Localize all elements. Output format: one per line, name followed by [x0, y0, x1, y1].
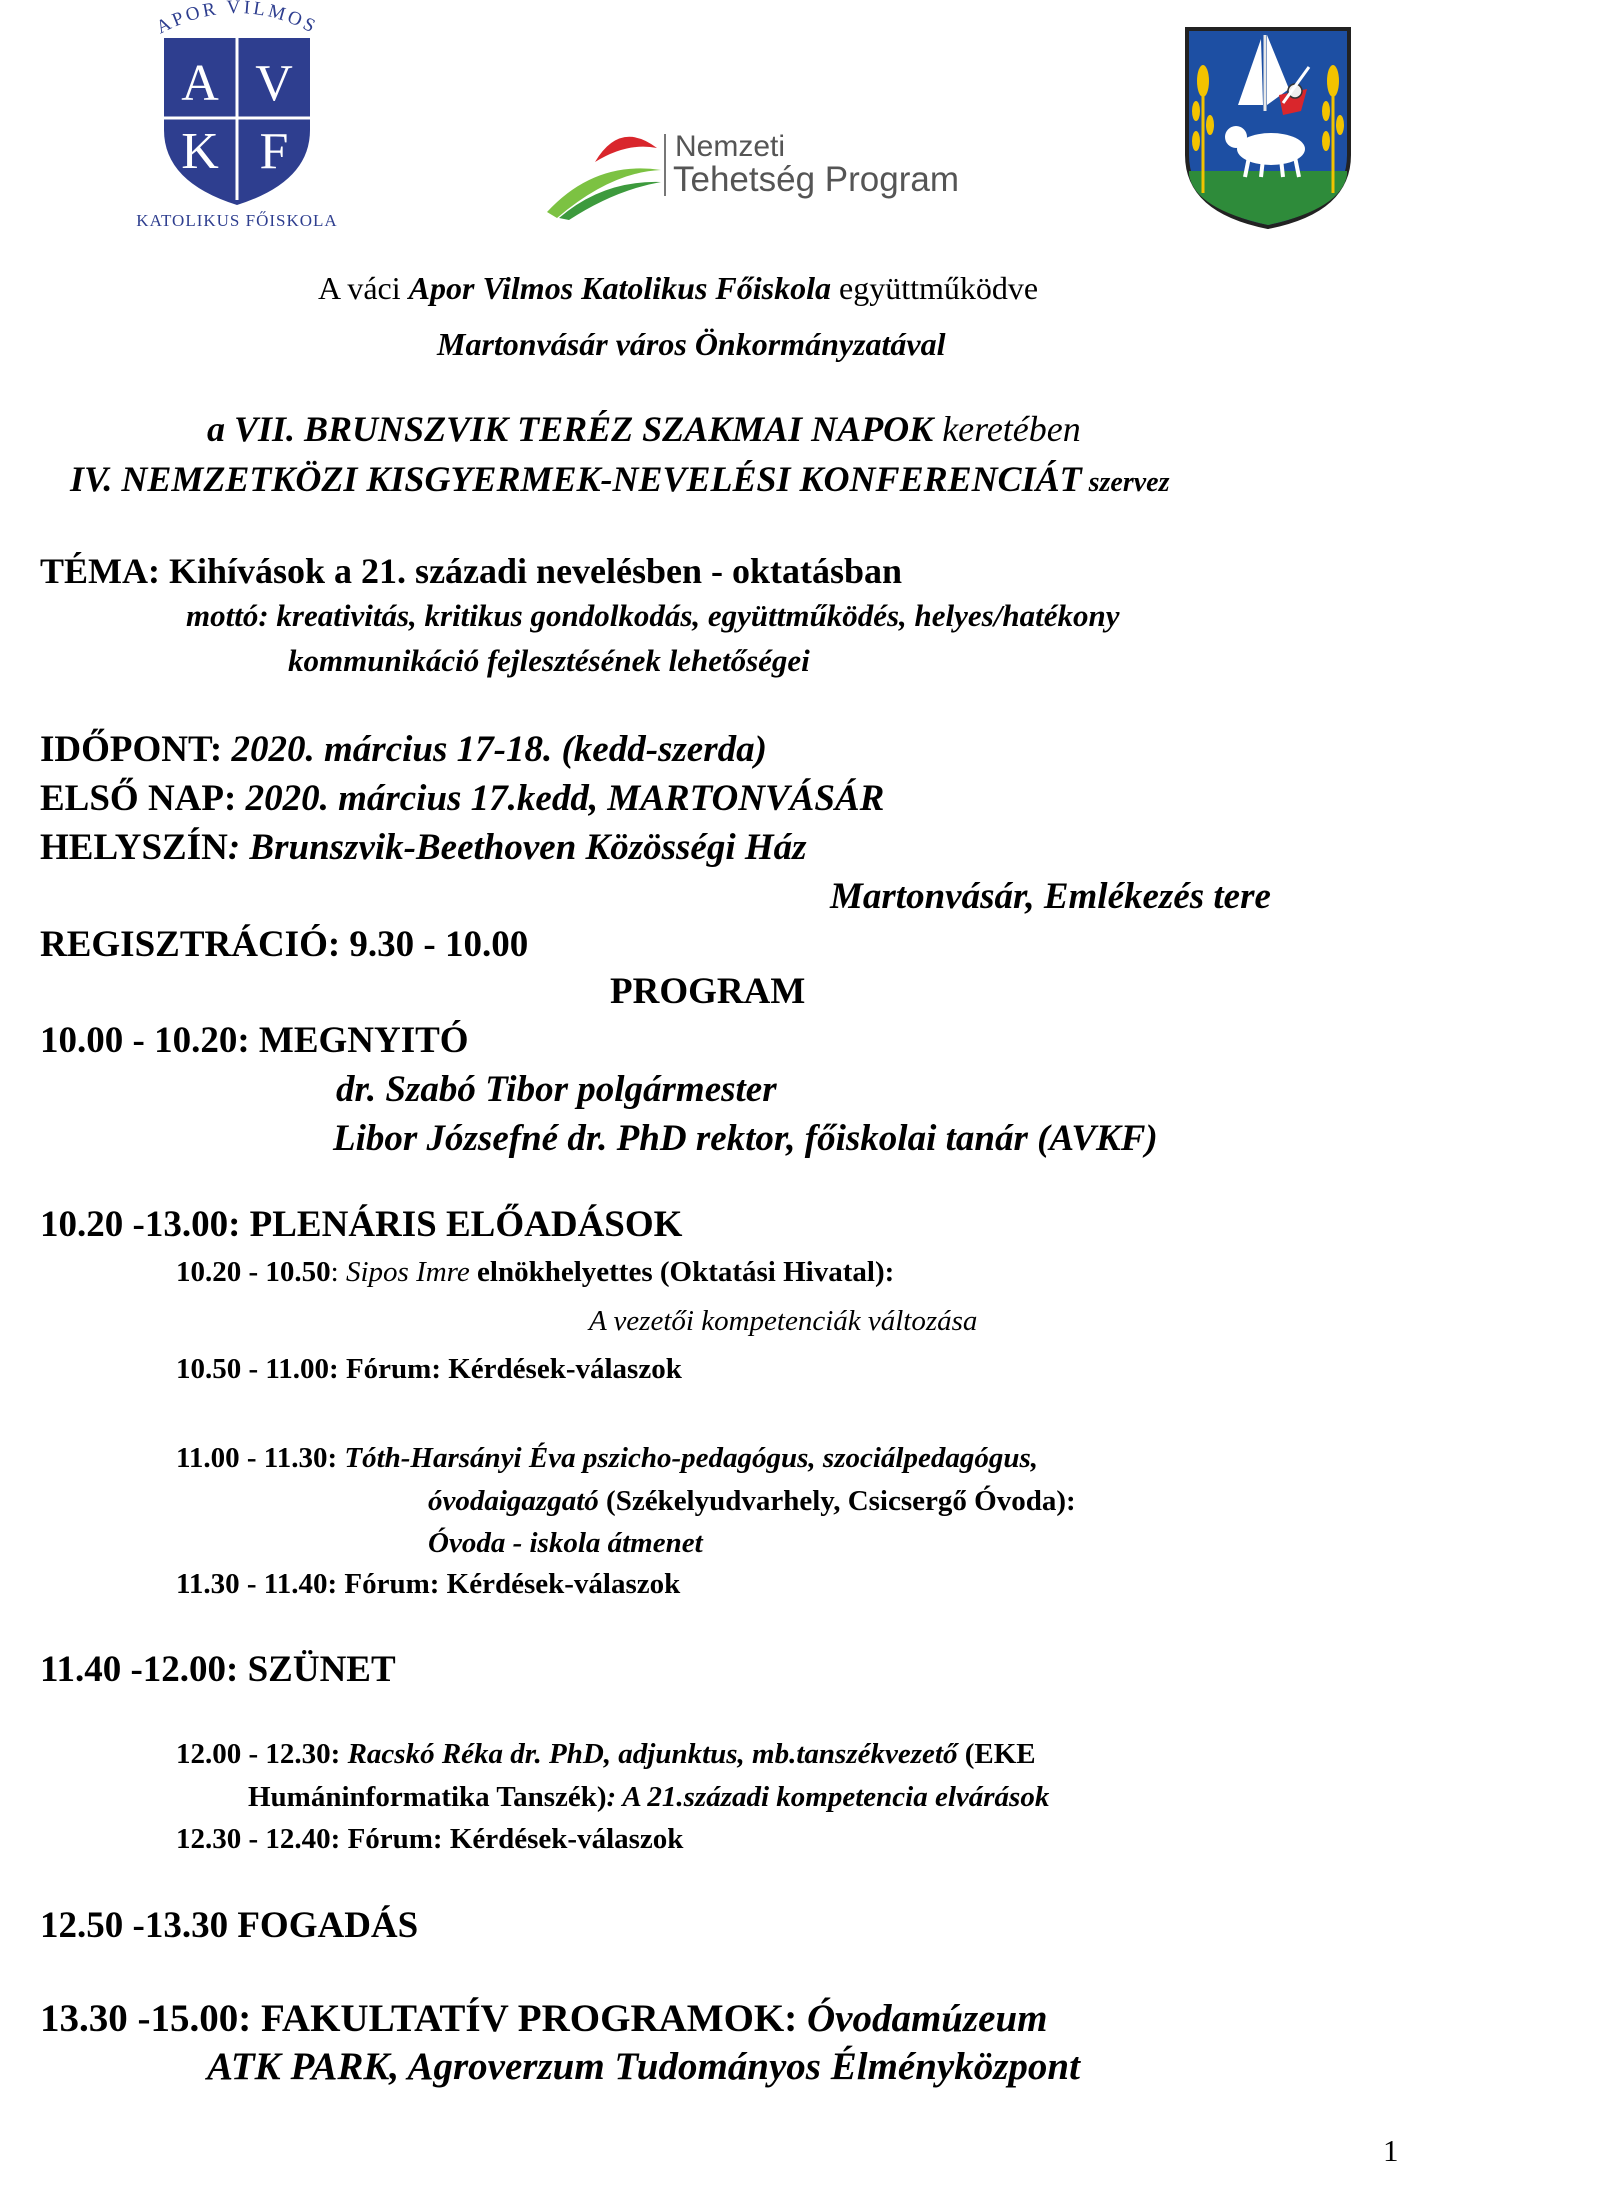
martonvasar-crest [1183, 25, 1353, 230]
forum2: 11.30 - 11.40: Fórum: Kérdések-válaszok [176, 1568, 681, 1600]
avkf-logo [112, 0, 362, 240]
event-name: a VII. BRUNSZVIK TERÉZ SZAKMAI NAPOK [207, 409, 934, 449]
forum1: 10.50 - 11.00: Fórum: Kérdések-válaszok [176, 1353, 682, 1385]
date-line [40, 728, 767, 771]
first-day-value: 2020. március 17.kedd, MARTONVÁSÁR [236, 778, 885, 819]
talk1-line [176, 1256, 894, 1289]
header-line2: Martonvásár város Önkormányzatával [437, 326, 946, 362]
svg-text:APOR VILMOS [153, 0, 321, 38]
reception-line: 12.50 -13.30 FOGADÁS [40, 1905, 419, 1946]
talk3-line2 [248, 1781, 1049, 1814]
talk1-role: elnökhelyettes [469, 1256, 653, 1288]
avkf-caption: KATOLIKUS FŐISKOLA [136, 211, 338, 230]
event-line1 [207, 408, 1081, 450]
first-day-label: ELSŐ NAP: [40, 778, 237, 819]
header-line1-post: együttműködve [830, 270, 1039, 306]
talk2-speaker: Tóth-Harsányi Éva pszicho-pedagógus, szociálpedagógus, [337, 1442, 1038, 1474]
avkf-letter-k: K [181, 123, 219, 180]
talk3-line [176, 1738, 1036, 1771]
talk1-org: (Oktatási Hivatal): [652, 1256, 895, 1288]
venue-line2: Martonvásár, Emlékezés tere [830, 876, 1271, 917]
plenary-title: 10.20 -13.00: PLENÁRIS ELŐADÁSOK [40, 1204, 683, 1245]
optional-item1: Óvodamúzeum [797, 1997, 1048, 2040]
avkf-shield-icon [112, 0, 362, 240]
page-number: 1 [1383, 2133, 1399, 2168]
avkf-letter-f: F [259, 123, 289, 180]
date-label: IDŐPONT: [40, 729, 223, 770]
avkf-letter-a: A [181, 55, 219, 112]
date-value: 2020. március 17-18. (kedd-szerda) [222, 729, 767, 770]
registration-line: REGISZTRÁCIÓ: 9.30 - 10.00 [40, 924, 529, 965]
event-line2-post: szervez [1081, 467, 1170, 498]
talk2-org: (Székelyudvarhely, Csicsergő Óvoda): [598, 1485, 1076, 1517]
optional-label: 13.30 -15.00: FAKULTATÍV PROGRAMOK: [40, 1997, 798, 2040]
talk1-speaker: Sipos Imre [345, 1256, 470, 1288]
header-school-name: Apor Vilmos Katolikus Főiskola [408, 270, 831, 306]
header-line1-pre: A váci [318, 270, 409, 306]
event-line2 [70, 458, 1170, 500]
first-day-line [40, 777, 884, 820]
talk3-speaker: Racskó Réka dr. PhD, adjunktus, mb.tanszékvezető [340, 1738, 958, 1770]
talk2-role: óvodaigazgató [428, 1485, 599, 1517]
forum3: 12.30 - 12.40: Fórum: Kérdések-válaszok [176, 1823, 684, 1855]
theme-line [40, 550, 902, 592]
event-line1-post: keretében [933, 409, 1081, 449]
optional-item2: ATK PARK, Agroverzum Tudományos Élményközpont [207, 2045, 1080, 2088]
talk3-time: 12.00 - 12.30: [176, 1738, 341, 1770]
conference-name: IV. NEMZETKÖZI KISGYERMEK-NEVELÉSI KONFERENCIÁT [70, 459, 1082, 499]
ntp-line1: Nemzeti [675, 130, 786, 163]
talk2-time: 11.00 - 11.30: [176, 1442, 338, 1474]
venue-value: : Brunszvik-Beethoven Közösségi Ház [227, 827, 807, 868]
venue-line [40, 826, 807, 869]
break-line: 11.40 -12.00: SZÜNET [40, 1649, 396, 1690]
ntp-logo [545, 120, 965, 220]
motto-line2: kommunikáció fejlesztésének lehetőségei [288, 643, 810, 678]
theme-label: TÉMA: [40, 551, 160, 591]
avkf-arc-text: APOR VILMOS [153, 0, 322, 39]
header-line1 [318, 270, 1038, 307]
program-heading: PROGRAM [610, 971, 806, 1012]
talk2-line [176, 1442, 1038, 1475]
coat-of-arms-icon [1183, 25, 1353, 230]
talk2-title: Óvoda - iskola átmenet [428, 1527, 703, 1559]
talk1-time: 10.20 - 10.50 [176, 1256, 331, 1288]
talk1-sep: : [330, 1256, 346, 1288]
avkf-letter-v: V [255, 55, 293, 112]
talk3-title: : A 21.századi kompetencia elvárások [606, 1781, 1050, 1813]
theme-value: Kihívások a 21. századi nevelésben - oktatásban [160, 551, 903, 591]
optional-line [40, 1996, 1048, 2041]
opening-title: 10.00 - 10.20: MEGNYITÓ [40, 1020, 469, 1061]
opening-speaker1: dr. Szabó Tibor polgármester [336, 1069, 777, 1110]
talk1-title: A vezetői kompetenciák változása [589, 1305, 978, 1337]
talk3-org2: Humáninformatika Tanszék) [248, 1781, 607, 1813]
venue-label: HELYSZÍN [40, 827, 228, 868]
ntp-line2: Tehetség Program [673, 160, 959, 199]
opening-speaker2: Libor Józsefné dr. PhD rektor, főiskolai tanár (AVKF) [333, 1118, 1158, 1159]
talk2-line2 [428, 1485, 1076, 1518]
motto-line1: mottó: kreativitás, kritikus gondolkodás, együttműködés, helyes/hatékony [186, 598, 1120, 633]
talk3-org: (EKE [957, 1738, 1036, 1770]
